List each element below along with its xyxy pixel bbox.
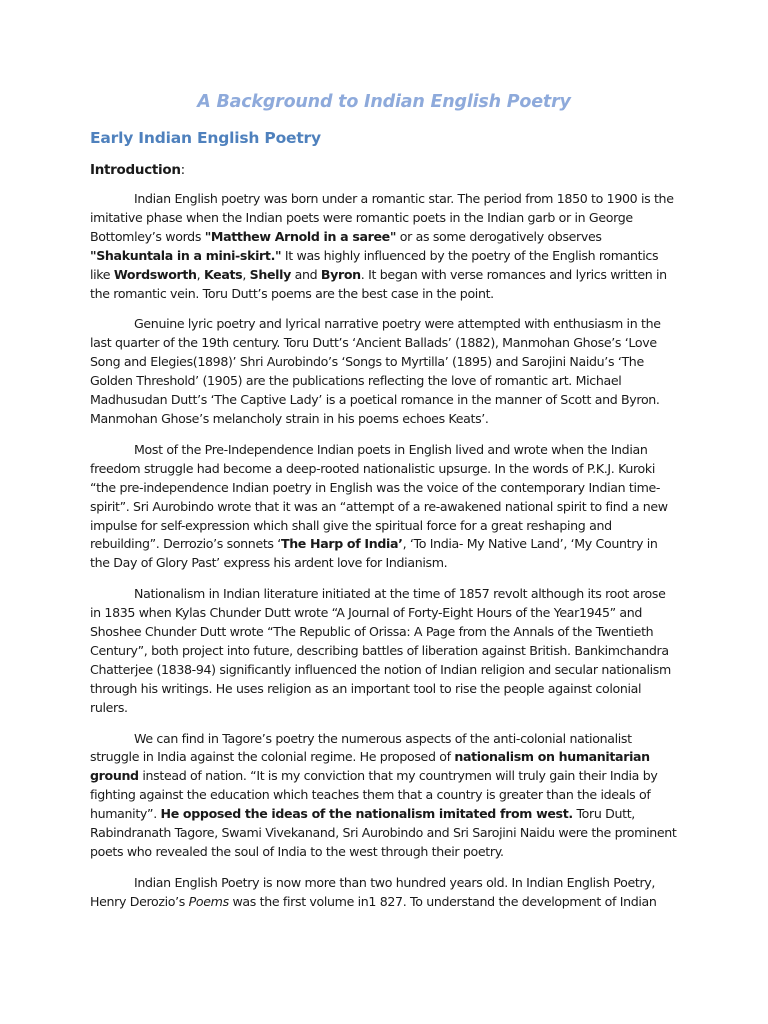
p6-text-1: Indian English Poetry is now more than two hundred years old. In Indian English Poetry, Henry Derozio’s bbox=[90, 874, 656, 909]
p5-bold-nationalism: nationalism on humanitarian ground bbox=[90, 749, 650, 784]
paragraph-6 bbox=[90, 874, 678, 912]
p1-text-7: . It began with verse romances and lyrics written in the romantic vein. Toru Dutt’s poems are the best case in the point. bbox=[90, 266, 667, 301]
paragraph-2: Genuine lyric poetry and lyrical narrative poetry were attempted with enthusiasm in the last quarter of the 19th century. Toru Dutt’s ‘Ancient Ballads’ (1882), Manmohan Ghose’s ‘Love Song and Elegies(1898)’ Shri Aurobindo’s ‘Songs to Myrtilla’ (1895) and Sarojini Naidu’s ‘The Golden Threshold’ (1905) are the publications reflecting the love of romantic art. Michael Madhusudan Dutt’s ‘The Captive Lady’ is a poetical romance in the manner of Scott and Byron. Manmohan Ghose’s melancholy strain in his poems echoes Keats’. bbox=[90, 316, 661, 426]
paragraph-5 bbox=[90, 730, 678, 862]
p1-text-6: and bbox=[290, 266, 321, 282]
p5-text-3: Toru Dutt, Rabindranath Tagore, Swami Vivekanand, Sri Aurobindo and Sri Sarojini Naidu were the prominent poets who revealed the soul of India to the west through their poetry. bbox=[90, 806, 677, 859]
p3-text-1: Most of the Pre-Independence Indian poets in English lived and wrote when the Indian freedom struggle had become a deep-rooted nationalistic upsurge. In the words of P.K.J. Kuroki “the pre-independence Indian poetry in English was the voice of the contemporary Indian time-spirit”. Sri Aurobindo wrote that it was an “attempt of a re-awakened national spirit to find a new impulse for self-expression which shall give the spiritual force for a great reshaping and rebuilding”. Derrozio’s sonnets ‘ bbox=[90, 441, 668, 552]
p1-bold-matthew-arnold: "Matthew Arnold in a saree" bbox=[204, 228, 397, 244]
introduction-heading bbox=[90, 162, 678, 178]
p1-text-4: , bbox=[196, 266, 204, 282]
p5-bold-opposed: He opposed the ideas of the nationalism imitated from west. bbox=[160, 806, 573, 822]
document-title: A Background to Indian English Poetry bbox=[197, 92, 571, 112]
paragraph-4: Nationalism in Indian literature initiated at the time of 1857 revolt although its root arose in 1835 when Kylas Chunder Dutt wrote “A Journal of Forty-Eight Hours of the Year1945” and Shoshee Chunder Dutt wrote “The Republic of Orissa: A Page from the Annals of the Twentieth Century”, both project into future, describing battles of liberation against British. Bankimchandra Chatterjee (1838-94) significantly influenced the notion of Indian religion and secular nationalism through his writings. He uses religion as an important tool to rise the people against colonial rulers. bbox=[90, 586, 671, 715]
p1-text-3: It was highly influenced by the poetry of the English romantics like bbox=[90, 247, 659, 282]
introduction-label: Introduction bbox=[90, 162, 181, 178]
p1-bold-shelly: Shelly bbox=[249, 266, 291, 282]
p3-text-2: , ‘To India- My Native Land’, ‘My Country in the Day of Glory Past’ express his ardent love for Indianism. bbox=[90, 536, 658, 571]
p1-bold-byron: Byron bbox=[320, 266, 361, 282]
p1-bold-wordsworth: Wordsworth bbox=[113, 266, 197, 282]
p5-text-1: We can find in Tagore’s poetry the numerous aspects of the anti-colonial nationalist struggle in India against the colonial regime. He proposed of bbox=[90, 730, 632, 765]
paragraph-1 bbox=[90, 190, 678, 303]
p1-text-1: Indian English poetry was born under a romantic star. The period from 1850 to 1900 is the imitative phase when the Indian poets were romantic poets in the Indian garb or in George Bottomley’s words bbox=[90, 191, 674, 244]
p5-text-2: instead of nation. “It is my conviction that my countrymen will truly gain their India by fighting against the education which teaches them that a country is greater than the ideals of humanity”. bbox=[90, 768, 658, 822]
paragraph-3 bbox=[90, 441, 678, 573]
p1-text-5: , bbox=[242, 266, 250, 282]
p6-italic-poems: Poems bbox=[188, 893, 229, 909]
p3-bold-harp-of-india: The Harp of India’ bbox=[280, 536, 403, 552]
p1-bold-shakuntala: "Shakuntala in a mini-skirt." bbox=[90, 247, 282, 263]
section-heading: Early Indian English Poetry bbox=[90, 129, 321, 147]
p1-text-2: or as some derogatively observes bbox=[396, 228, 602, 244]
p1-bold-keats: Keats bbox=[203, 266, 243, 282]
introduction-colon: : bbox=[180, 162, 185, 178]
p6-text-2: was the first volume in1 827. To understand the development of Indian bbox=[228, 893, 657, 909]
